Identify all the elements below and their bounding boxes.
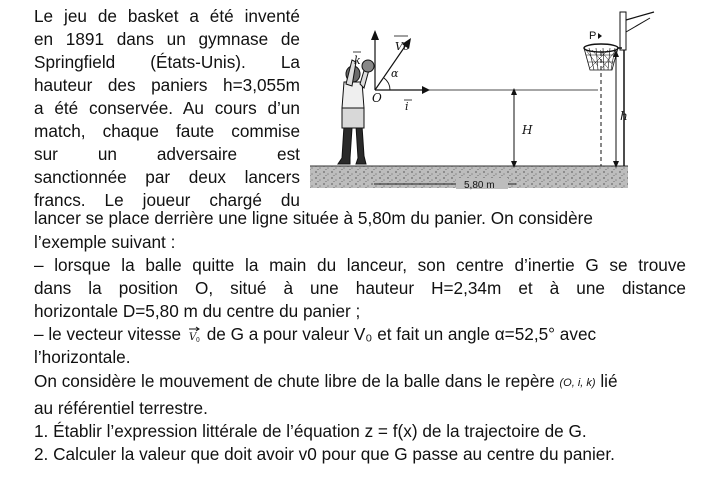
label-i: i (405, 100, 409, 113)
question-2: 2. Calculer la valeur que doit avoir v0 pour que G passe au centre du panier. (34, 444, 615, 464)
intro-line (34, 28, 300, 50)
vector-v0-icon (186, 325, 202, 343)
repere-notation: (O, i, k) (559, 377, 596, 389)
intro-line-text: Le jeu de basket a été inventé (34, 6, 300, 26)
intro-word: est (277, 144, 300, 164)
repere-line-2: au référentiel terrestre. (34, 398, 208, 418)
intro-line (34, 120, 300, 142)
bullet-2-line-2: l’horizontale. (34, 347, 131, 367)
label-H: H (522, 123, 533, 137)
bullet-1-text-2: dans la position O, situé à une hauteur H=2,34m et à une distance (34, 278, 686, 298)
svg-text:0: 0 (195, 337, 200, 343)
bullet-2-text-a: – le vecteur vitesse (34, 324, 182, 344)
label-alpha: α (391, 67, 399, 80)
intro-line-text: en 1891 dans un gymnase de (34, 29, 300, 49)
player-figure (338, 60, 374, 164)
basketball-diagram (306, 8, 688, 208)
label-P: P (589, 30, 597, 42)
distance-label: 5,80 m (464, 180, 495, 191)
intro-word: Springfield (34, 52, 116, 72)
svg-text:V: V (188, 332, 197, 343)
bullet-1-text-1: – lorsque la balle quitte la main du lanceur, son centre d’inertie G se trouve (34, 255, 686, 275)
intro-word: sur (34, 144, 58, 164)
bullet-1-line-3: horizontale D=5,80 m du centre du panier ; (34, 301, 361, 321)
intro-word: adversaire (156, 144, 238, 164)
paragraph-line-full-1: lancer se place derrière une ligne située à 5,80m du panier. On considère (34, 208, 593, 228)
intro-line (34, 166, 300, 188)
bullet-2-text-b: de G a pour valeur V₀ et fait un angle α=52,5° avec (206, 324, 597, 344)
question-1: 1. Établir l’expression littérale de l’équation z = f(x) de la trajectoire de G. (34, 421, 587, 441)
intro-word: La (280, 52, 300, 72)
intro-line (34, 97, 300, 119)
repere-line-1 (34, 370, 618, 394)
intro-line (34, 74, 300, 96)
intro-line (34, 51, 300, 73)
bullet-1-line-2 (34, 277, 686, 299)
intro-line-text: francs. Le joueur chargé du (34, 190, 300, 210)
paragraph-line-full-2: l’exemple suivant : (34, 232, 176, 252)
intro-line-text: sanctionnée par deux lancers (34, 167, 300, 187)
repere-text-b: lié (600, 371, 618, 391)
intro-word: (États-Unis). (150, 52, 246, 72)
intro-line-text: match, chaque faute commise (34, 121, 300, 141)
label-h: h (620, 109, 628, 123)
label-origin: O (372, 91, 382, 105)
intro-line (34, 5, 300, 27)
basketball-figure (306, 8, 688, 208)
intro-line-text: a été conservée. Au cours d’un (34, 98, 300, 118)
label-k: k (354, 54, 361, 67)
bullet-2-line-1 (34, 323, 596, 345)
intro-word: un (97, 144, 117, 164)
label-v0: V0 (395, 40, 410, 53)
bullet-1-line-1 (34, 254, 686, 276)
intro-line (34, 143, 300, 165)
intro-line-text: hauteur des paniers h=3,055m (34, 75, 300, 95)
repere-text-a: On considère le mouvement de chute libre de la balle dans le repère (34, 371, 555, 391)
